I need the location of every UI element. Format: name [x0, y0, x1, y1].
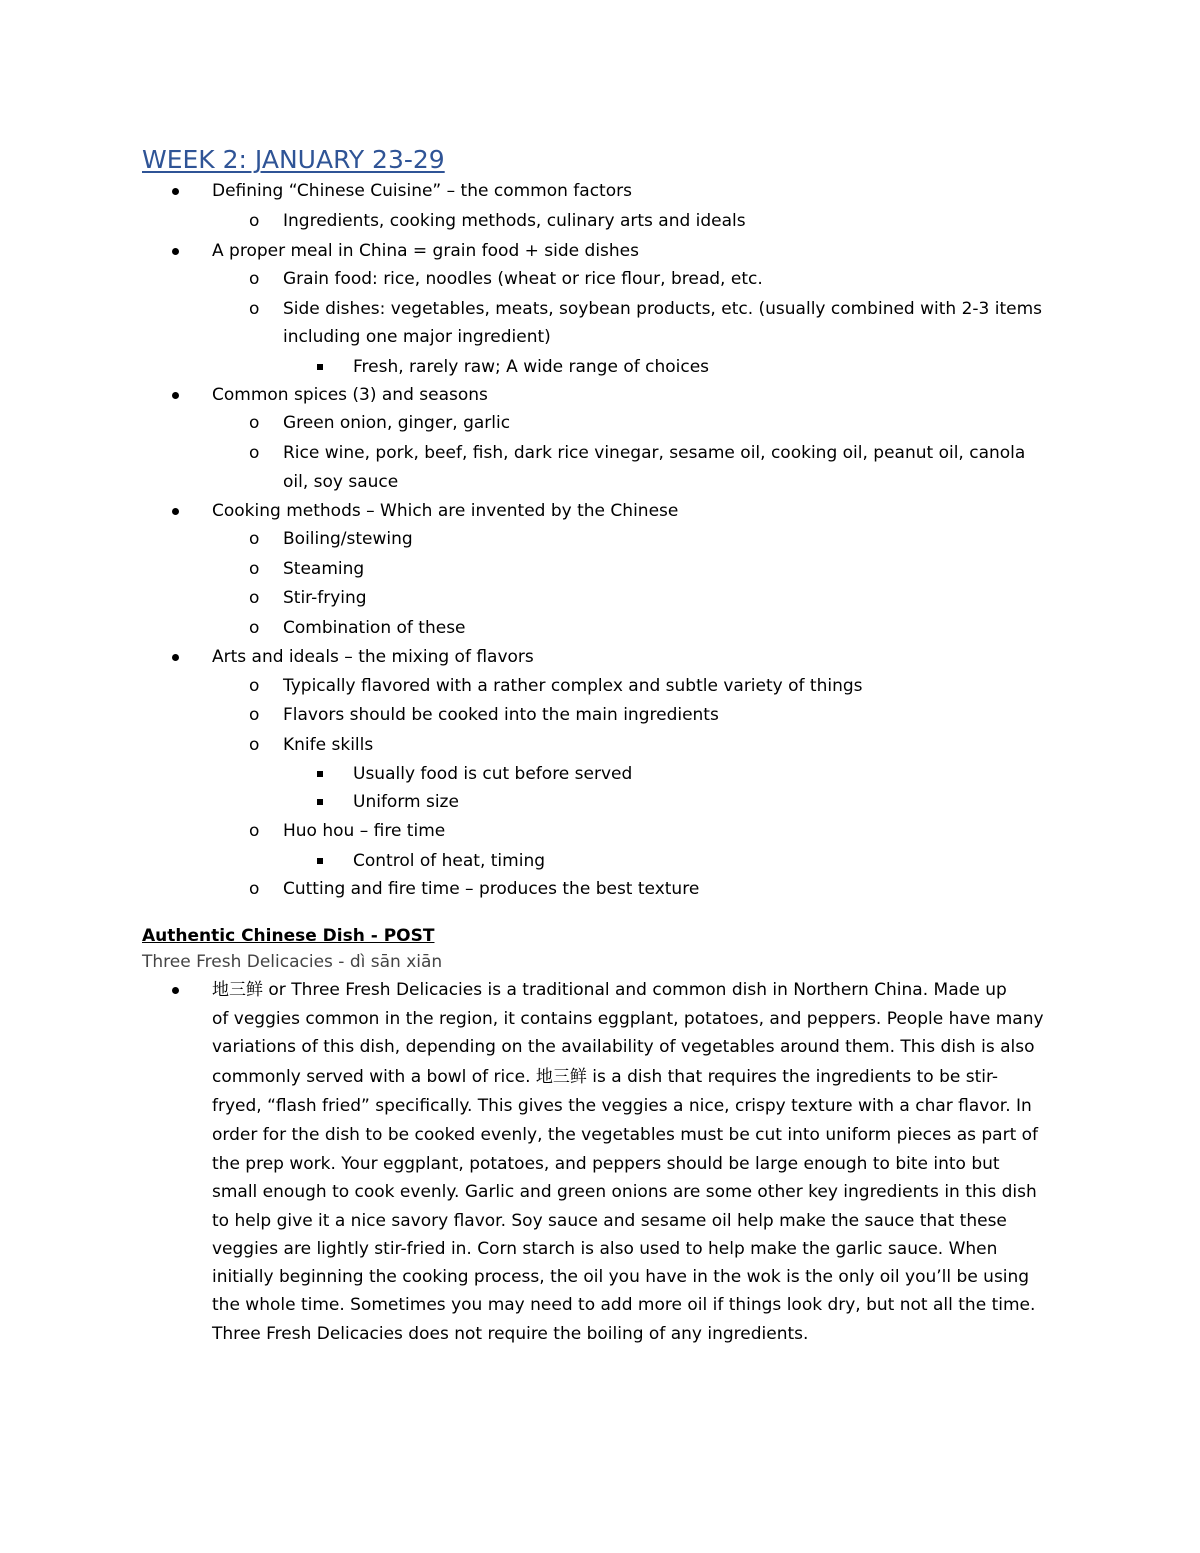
bullet-circle-icon: o [249, 879, 260, 899]
bullet-circle-icon: o [249, 529, 260, 549]
bullet-circle-icon: o [249, 588, 260, 608]
paragraph-line: the prep work. Your eggplant, potatoes, and peppers should be large enough to bite into but [212, 1154, 1000, 1174]
paragraph-line: small enough to cook evenly. Garlic and green onions are some other key ingredients in this dish [212, 1182, 1037, 1202]
bullet-circle-icon: o [249, 676, 260, 696]
outline-item: Ingredients, cooking methods, culinary arts and ideals [283, 211, 746, 231]
bullet-square-icon [317, 790, 323, 814]
paragraph-line: initially beginning the cooking process, the oil you have in the wok is the only oil you’ll be using [212, 1267, 1030, 1287]
section-title: Authentic Chinese Dish - POST [142, 926, 435, 946]
outline-item: Arts and ideals – the mixing of flavors [212, 647, 534, 667]
bullet-circle-icon: o [249, 211, 260, 231]
bullet-circle-icon: o [249, 413, 260, 433]
bullet-dot-icon [172, 978, 179, 1002]
bullet-dot-icon [172, 383, 179, 407]
outline-item: Side dishes: vegetables, meats, soybean products, etc. (usually combined with 2-3 items [283, 299, 1043, 319]
bullet-circle-icon: o [249, 269, 260, 289]
outline-item: Cooking methods – Which are invented by the Chinese [212, 501, 679, 521]
outline-item: Flavors should be cooked into the main ingredients [283, 705, 719, 725]
outline-item: Common spices (3) and seasons [212, 385, 488, 405]
bullet-circle-icon: o [249, 299, 260, 319]
paragraph-line: to help give it a nice savory flavor. Soy sauce and sesame oil help make the sauce that these [212, 1211, 1007, 1231]
outline-item-continuation: including one major ingredient) [283, 327, 551, 347]
paragraph-line: 地三鲜 or Three Fresh Delicacies is a traditional and common dish in Northern China. Made up [212, 980, 1007, 1000]
bullet-square-icon [317, 849, 323, 873]
outline-item: Grain food: rice, noodles (wheat or rice flour, bread, etc. [283, 269, 763, 289]
outline-item: Control of heat, timing [353, 851, 546, 871]
outline-item: Green onion, ginger, garlic [283, 413, 511, 433]
paragraph-line: commonly served with a bowl of rice. 地三鲜 is a dish that requires the ingredients to be stir- [212, 1067, 999, 1087]
outline-item: Typically flavored with a rather complex and subtle variety of things [283, 676, 863, 696]
page-title: WEEK 2: JANUARY 23-29 [142, 145, 445, 174]
bullet-circle-icon: o [249, 618, 260, 638]
outline-item: Combination of these [283, 618, 466, 638]
bullet-dot-icon [172, 499, 179, 523]
bullet-square-icon [317, 762, 323, 786]
dish-name: Three Fresh Delicacies - dì sān xiān [142, 952, 443, 972]
bullet-circle-icon: o [249, 559, 260, 579]
bullet-circle-icon: o [249, 735, 260, 755]
outline-item: Usually food is cut before served [353, 764, 633, 784]
bullet-circle-icon: o [249, 821, 260, 841]
outline-item: Defining “Chinese Cuisine” – the common factors [212, 181, 632, 201]
bullet-circle-icon: o [249, 705, 260, 725]
paragraph-line: Three Fresh Delicacies does not require the boiling of any ingredients. [212, 1324, 809, 1344]
bullet-dot-icon [172, 645, 179, 669]
paragraph-line: the whole time. Sometimes you may need to add more oil if things look dry, but not all the time. [212, 1295, 1036, 1315]
bullet-dot-icon [172, 179, 179, 203]
outline-item: Steaming [283, 559, 365, 579]
outline-item: Cutting and fire time – produces the best texture [283, 879, 700, 899]
paragraph-line: variations of this dish, depending on the availability of vegetables around them. This dish is also [212, 1037, 1035, 1057]
paragraph-line: fryed, “flash fried” specifically. This gives the veggies a nice, crispy texture with a char flavor. In [212, 1096, 1032, 1116]
outline-item: Boiling/stewing [283, 529, 413, 549]
outline-item: A proper meal in China = grain food + side dishes [212, 241, 639, 261]
outline-item: Knife skills [283, 735, 374, 755]
paragraph-line: order for the dish to be cooked evenly, the vegetables must be cut into uniform pieces as part of [212, 1125, 1039, 1145]
outline-item: Stir-frying [283, 588, 367, 608]
outline-item: Fresh, rarely raw; A wide range of choices [353, 357, 710, 377]
outline-item-continuation: oil, soy sauce [283, 472, 399, 492]
paragraph-line: veggies are lightly stir-fried in. Corn starch is also used to help make the garlic sauce. When [212, 1239, 998, 1259]
bullet-dot-icon [172, 239, 179, 263]
outline-item: Huo hou – fire time [283, 821, 446, 841]
bullet-square-icon [317, 355, 323, 379]
outline-item: Rice wine, pork, beef, fish, dark rice vinegar, sesame oil, cooking oil, peanut oil, canola [283, 443, 1026, 463]
paragraph-line: of veggies common in the region, it contains eggplant, potatoes, and peppers. People have many [212, 1009, 1044, 1029]
bullet-circle-icon: o [249, 443, 260, 463]
outline-item: Uniform size [353, 792, 459, 812]
